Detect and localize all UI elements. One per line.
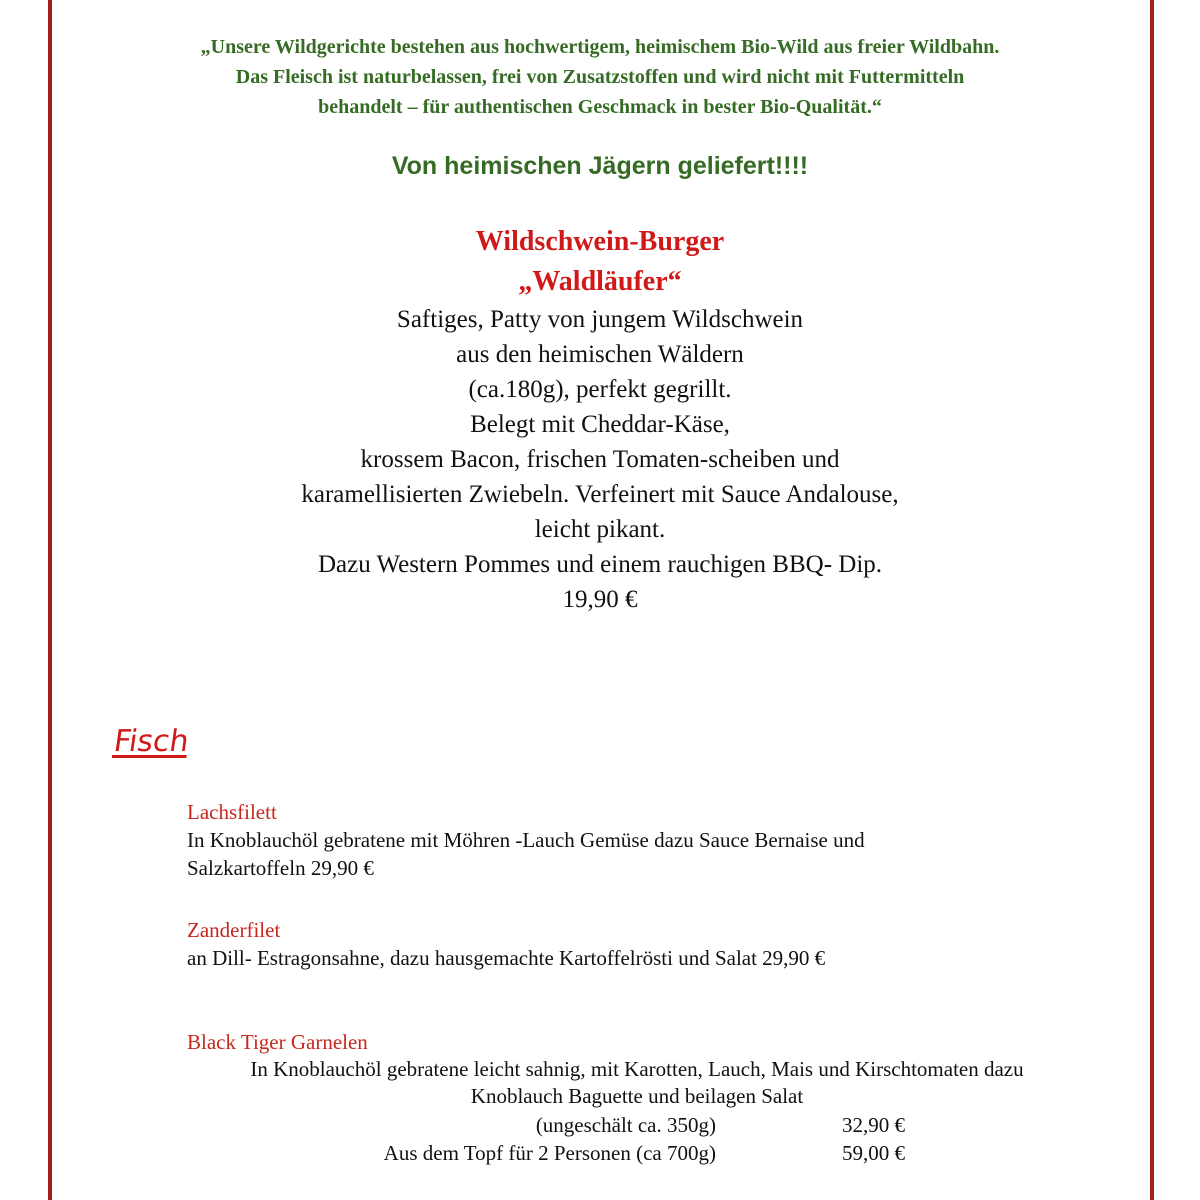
price-option-value: 32,90 € xyxy=(842,1113,905,1137)
burger-desc-line: Belegt mit Cheddar-Käse, xyxy=(470,411,730,438)
hunters-tagline: Von heimischen Jägern geliefert!!!! xyxy=(391,152,809,180)
price-option-value: 59,00 € xyxy=(842,1141,905,1165)
dish-name: Zanderfilet xyxy=(187,918,281,942)
dish-name: Black Tiger Garnelen xyxy=(187,1030,368,1054)
dish-description: an Dill- Estragonsahne, dazu hausgemachte Kartoffelrösti und Salat 29,90 € xyxy=(187,946,826,970)
garnelen-description xyxy=(187,1056,1087,1110)
dish-description: In Knoblauchöl gebratene mit Möhren -Lauch Gemüse dazu Sauce Bernaise und xyxy=(187,828,865,852)
burger-desc-line: (ca.180g), perfekt gegrillt. xyxy=(468,376,732,403)
price-option-label: Aus dem Topf für 2 Personen (ca 700g) xyxy=(383,1141,716,1165)
dish-description: Salzkartoffeln 29,90 € xyxy=(187,856,374,880)
burger-desc-line: aus den heimischen Wäldern xyxy=(456,341,744,368)
burger-desc-line: karamellisierten Zwiebeln. Verfeinert mit Sauce Andalouse, xyxy=(301,481,899,508)
burger-title-line: Wildschwein-Burger xyxy=(475,226,725,257)
intro-line: behandelt – für authentischen Geschmack in bester Bio-Qualität.“ xyxy=(318,96,882,118)
price-option-label: (ungeschält ca. 350g) xyxy=(535,1113,716,1137)
burger-description xyxy=(0,302,1200,617)
dish-description: In Knoblauchöl gebratene leicht sahnig, mit Karotten, Lauch, Mais und Kirschtomaten dazu xyxy=(250,1057,1024,1081)
burger-desc-line: leicht pikant. xyxy=(534,516,666,543)
intro-line: „Unsere Wildgerichte bestehen aus hochwertigem, heimischem Bio-Wild aus freier Wildbahn. xyxy=(200,36,1000,58)
dish-name: Lachsfilett xyxy=(187,800,277,824)
dish-lachsfilett xyxy=(187,798,1127,882)
burger-desc-line: krossem Bacon, frischen Tomaten-scheiben und xyxy=(360,446,840,473)
intro-line: Das Fleisch ist naturbelassen, frei von Zusatzstoffen und wird nicht mit Futtermitteln xyxy=(235,66,965,88)
section-heading-fish: Fisch xyxy=(111,724,192,759)
dish-zanderfilet xyxy=(187,916,1127,972)
dish-black-tiger-garnelen xyxy=(187,1028,1127,1056)
burger-desc-line: Saftiges, Patty von jungem Wildschwein xyxy=(396,306,804,333)
burger-title-line: „Waldläufer“ xyxy=(518,266,682,297)
dish-description: Knoblauch Baguette und beilagen Salat xyxy=(470,1084,804,1108)
burger-desc-line: Dazu Western Pommes und einem rauchigen BBQ- Dip. xyxy=(317,551,883,578)
burger-price: 19,90 € xyxy=(562,586,638,613)
intro-quote xyxy=(0,32,1200,122)
burger-title xyxy=(0,222,1200,302)
